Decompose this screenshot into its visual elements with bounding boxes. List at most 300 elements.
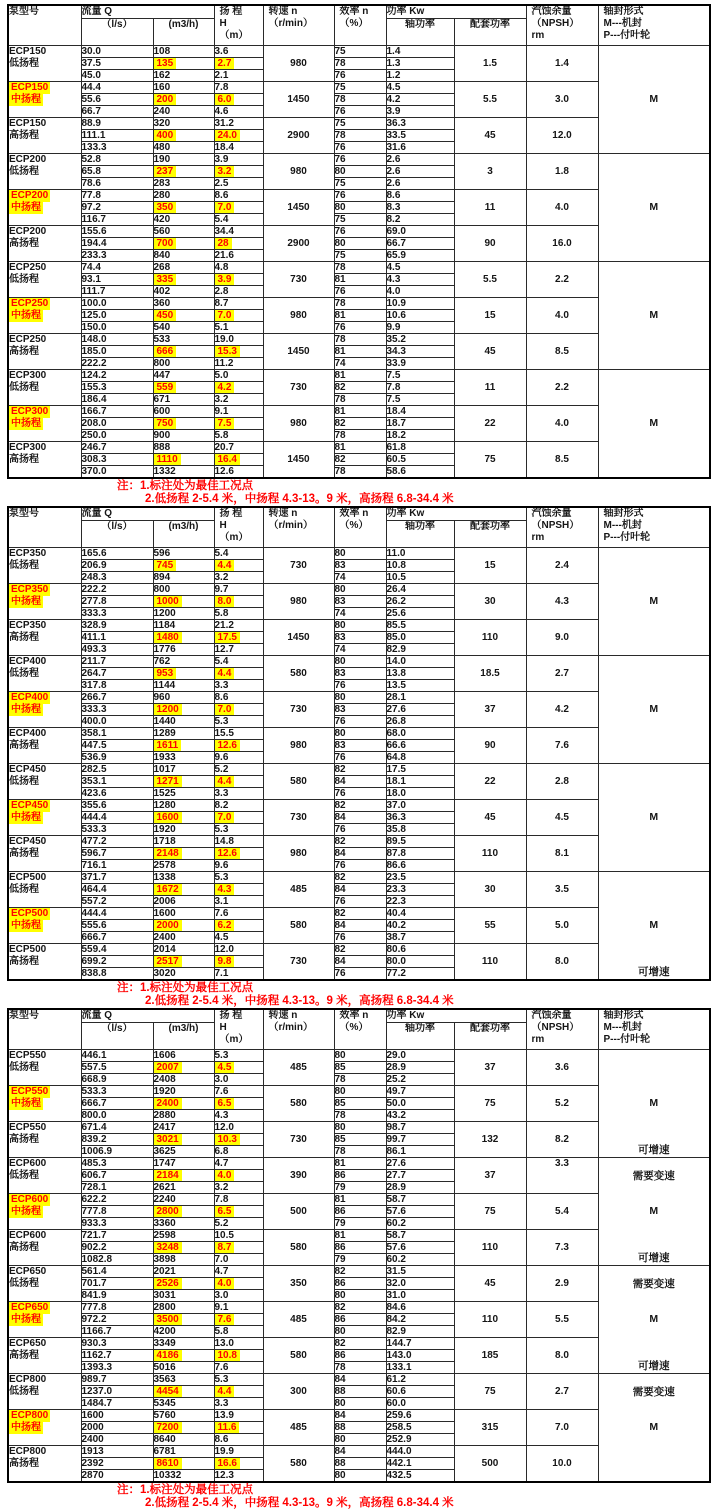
model-head-type bbox=[9, 238, 81, 250]
cell-head bbox=[214, 1386, 263, 1398]
cell-efficiency: 76 bbox=[334, 322, 386, 334]
cell-matched-power: 45 bbox=[454, 334, 526, 370]
cell-flow-ls: 933.3 bbox=[81, 1218, 153, 1230]
table-body bbox=[8, 548, 710, 981]
col-header-matched-power: 配套功率 bbox=[454, 1023, 526, 1050]
cell-flow-ls: 358.1 bbox=[81, 728, 153, 740]
cell-shaft-power: 252.9 bbox=[386, 1434, 454, 1446]
cell-efficiency: 81 bbox=[334, 310, 386, 322]
cell-speed: 300 bbox=[263, 1374, 334, 1410]
cell-efficiency: 82 bbox=[334, 454, 386, 466]
model-head-type bbox=[9, 1134, 81, 1146]
header-line: M---机封 bbox=[603, 520, 642, 531]
cell-speed: 730 bbox=[263, 1122, 334, 1158]
cell-shaft-power: 13.8 bbox=[386, 668, 454, 680]
cell-flow-ls: 777.8 bbox=[81, 1206, 153, 1218]
model-head-type bbox=[9, 58, 81, 70]
cell-flow-m3h-best-highlight: 2000 bbox=[154, 920, 182, 931]
cell-flow-ls: 989.7 bbox=[81, 1374, 153, 1386]
col-header-model: 泵型号 bbox=[8, 1009, 81, 1050]
cell-flow-m3h: 3563 bbox=[153, 1374, 214, 1386]
cell-speed: 980 bbox=[263, 406, 334, 442]
cell-efficiency: 86 bbox=[334, 1350, 386, 1362]
cell-shaft-power: 8.6 bbox=[386, 190, 454, 202]
model-name bbox=[9, 1446, 81, 1458]
model-name-text: ECP450 bbox=[9, 764, 47, 775]
cell-head: 34.4 bbox=[214, 226, 263, 238]
cell-efficiency: 86 bbox=[334, 1242, 386, 1254]
seal-label-bottom bbox=[599, 225, 710, 261]
seal-label-bottom bbox=[599, 333, 710, 369]
cell-flow-m3h bbox=[153, 596, 214, 608]
cell-head: 3.6 bbox=[214, 46, 263, 58]
cell-efficiency: 76 bbox=[334, 932, 386, 944]
model-head-type-text: 高扬程 bbox=[9, 956, 39, 967]
cell-model bbox=[8, 262, 81, 298]
cell-flow-m3h bbox=[153, 1458, 214, 1470]
cell-model bbox=[8, 764, 81, 800]
cell-speed: 485 bbox=[263, 1410, 334, 1446]
cell-npsh: 1.4 bbox=[526, 46, 598, 82]
note-line-1: 注：1.标注处为最佳工况点 bbox=[117, 1484, 254, 1496]
cell-model bbox=[8, 728, 81, 764]
cell-efficiency: 76 bbox=[334, 226, 386, 238]
cell-flow-m3h: 1184 bbox=[153, 620, 214, 632]
cell-flow-m3h: 2400 bbox=[153, 932, 214, 944]
model-head-type bbox=[9, 1458, 81, 1470]
cell-npsh: 7.3 bbox=[526, 1230, 598, 1266]
seal-label-top bbox=[599, 47, 710, 82]
model-name bbox=[9, 584, 81, 596]
cell-shaft-power: 1.3 bbox=[386, 58, 454, 70]
col-header-npsh bbox=[526, 1009, 598, 1050]
cell-flow-ls: 233.3 bbox=[81, 250, 153, 262]
header-line: 效率 n bbox=[339, 1010, 369, 1021]
cell-model bbox=[8, 298, 81, 334]
cell-model bbox=[8, 370, 81, 406]
seal-label-middle: M bbox=[649, 416, 659, 429]
cell-npsh: 2.2 bbox=[526, 262, 598, 298]
cell-shaft-power: 87.8 bbox=[386, 848, 454, 860]
cell-head bbox=[214, 704, 263, 716]
cell-model bbox=[8, 1230, 81, 1266]
cell-flow-ls: 55.6 bbox=[81, 94, 153, 106]
cell-flow-m3h-best-highlight: 953 bbox=[154, 668, 177, 679]
cell-shaft-power: 43.2 bbox=[386, 1110, 454, 1122]
cell-head bbox=[214, 1458, 263, 1470]
cell-model bbox=[8, 1266, 81, 1302]
cell-efficiency: 82 bbox=[334, 872, 386, 884]
table-body bbox=[8, 1050, 710, 1483]
col-header-shaft-power: 轴功率 bbox=[386, 521, 454, 548]
col-header-shaft-power: 轴功率 bbox=[386, 19, 454, 46]
cell-npsh: 3.6 bbox=[526, 1050, 598, 1086]
cell-flow-m3h-best-highlight: 2400 bbox=[154, 1098, 182, 1109]
cell-efficiency: 75 bbox=[334, 178, 386, 190]
cell-efficiency: 86 bbox=[334, 1206, 386, 1218]
cell-efficiency: 80 bbox=[334, 1398, 386, 1410]
cell-efficiency: 83 bbox=[334, 740, 386, 752]
model-head-type bbox=[9, 668, 81, 680]
cell-flow-ls: 606.7 bbox=[81, 1170, 153, 1182]
cell-head: 3.0 bbox=[214, 1074, 263, 1086]
model-name bbox=[9, 118, 81, 130]
seal-label-bottom bbox=[599, 441, 710, 477]
cell-flow-m3h: 3625 bbox=[153, 1146, 214, 1158]
col-header-flow-m3h: (m3/h) bbox=[153, 1023, 214, 1050]
cell-flow-ls: 111.1 bbox=[81, 130, 153, 142]
seal-wrap bbox=[599, 1375, 710, 1481]
pump-spec-table-container-3 bbox=[7, 1008, 714, 1483]
cell-flow-ls: 411.1 bbox=[81, 632, 153, 644]
cell-efficiency: 81 bbox=[334, 1194, 386, 1206]
cell-npsh: 5.4 bbox=[526, 1194, 598, 1230]
cell-flow-m3h: 1600 bbox=[153, 908, 214, 920]
cell-flow-m3h: 5760 bbox=[153, 1410, 214, 1422]
cell-flow-m3h: 3898 bbox=[153, 1254, 214, 1266]
cell-flow-m3h: 2598 bbox=[153, 1230, 214, 1242]
cell-matched-power: 90 bbox=[454, 226, 526, 262]
seal-label-bottom: 可增速 bbox=[638, 1143, 670, 1156]
cell-head: 12.7 bbox=[214, 644, 263, 656]
seal-label-top: 需要变速 bbox=[632, 1385, 675, 1398]
model-name-text: ECP500 bbox=[9, 872, 47, 883]
cell-flow-ls: 668.9 bbox=[81, 1074, 153, 1086]
model-name bbox=[9, 370, 81, 382]
model-name bbox=[9, 262, 81, 274]
cell-efficiency: 78 bbox=[334, 94, 386, 106]
cell-model bbox=[8, 800, 81, 836]
header-line: （m） bbox=[219, 532, 249, 543]
cell-shaft-power: 7.5 bbox=[386, 394, 454, 406]
cell-head: 21.6 bbox=[214, 250, 263, 262]
cell-flow-m3h bbox=[153, 668, 214, 680]
model-name bbox=[9, 1050, 81, 1062]
cell-flow-m3h-best-highlight: 2517 bbox=[154, 956, 182, 967]
cell-model bbox=[8, 118, 81, 154]
model-head-type bbox=[9, 884, 81, 896]
cell-efficiency: 74 bbox=[334, 572, 386, 584]
cell-shaft-power: 10.6 bbox=[386, 310, 454, 322]
cell-flow-m3h bbox=[153, 884, 214, 896]
cell-matched-power: 45 bbox=[454, 118, 526, 154]
cell-efficiency: 80 bbox=[334, 1326, 386, 1338]
cell-head-best-highlight: 7.0 bbox=[215, 812, 235, 823]
cell-shaft-power: 40.4 bbox=[386, 908, 454, 920]
cell-flow-m3h: 2880 bbox=[153, 1110, 214, 1122]
cell-matched-power: 15 bbox=[454, 298, 526, 334]
cell-efficiency: 78 bbox=[334, 466, 386, 479]
cell-head: 19.9 bbox=[214, 1446, 263, 1458]
model-name-text: ECP600 bbox=[9, 1230, 47, 1241]
header-line: H bbox=[219, 1022, 227, 1033]
model-head-type-text: 高扬程 bbox=[9, 848, 39, 859]
note-line-1: 注：1.标注处为最佳工况点 bbox=[117, 480, 254, 492]
cell-flow-ls: 1393.3 bbox=[81, 1362, 153, 1374]
model-name bbox=[9, 226, 81, 238]
model-name-text: ECP350 bbox=[9, 620, 47, 631]
cell-shaft-power: 26.8 bbox=[386, 716, 454, 728]
pump-spec-table-container-1 bbox=[7, 4, 714, 479]
model-name-text: ECP800 bbox=[11, 1410, 49, 1421]
cell-model bbox=[8, 908, 81, 944]
cell-flow-m3h-best-highlight: 1271 bbox=[154, 776, 182, 787]
cell-flow-m3h: 480 bbox=[153, 142, 214, 154]
cell-shaft-power: 18.7 bbox=[386, 418, 454, 430]
cell-flow-ls: 370.0 bbox=[81, 466, 153, 479]
cell-shaft-power: 2.6 bbox=[386, 154, 454, 166]
cell-head-best-highlight: 7.5 bbox=[215, 418, 235, 429]
cell-head: 5.4 bbox=[214, 214, 263, 226]
cell-head-best-highlight: 4.2 bbox=[215, 382, 235, 393]
col-header-speed bbox=[263, 507, 334, 548]
cell-flow-m3h-best-highlight: 450 bbox=[154, 310, 177, 321]
cell-flow-m3h: 600 bbox=[153, 406, 214, 418]
cell-flow-ls: 165.6 bbox=[81, 548, 153, 560]
seal-label-middle: M bbox=[649, 918, 659, 931]
cell-speed: 580 bbox=[263, 1446, 334, 1483]
cell-flow-ls: 222.2 bbox=[81, 584, 153, 596]
cell-flow-m3h: 2006 bbox=[153, 896, 214, 908]
cell-head bbox=[214, 1134, 263, 1146]
cell-matched-power: 500 bbox=[454, 1446, 526, 1483]
cell-efficiency: 83 bbox=[334, 560, 386, 572]
cell-matched-power: 315 bbox=[454, 1410, 526, 1446]
cell-efficiency: 84 bbox=[334, 776, 386, 788]
cell-efficiency: 81 bbox=[334, 370, 386, 382]
cell-head-best-highlight: 6.5 bbox=[215, 1098, 235, 1109]
model-name bbox=[9, 548, 81, 560]
cell-npsh: 8.5 bbox=[526, 334, 598, 370]
cell-flow-ls: 166.7 bbox=[81, 406, 153, 418]
cell-head-best-highlight: 16.4 bbox=[215, 454, 240, 465]
cell-head bbox=[214, 776, 263, 788]
seal-label-middle: M bbox=[649, 810, 659, 823]
pump-spec-table bbox=[7, 4, 711, 479]
model-head-type-text: 低扬程 bbox=[9, 274, 39, 285]
col-header-npsh bbox=[526, 5, 598, 46]
cell-flow-m3h: 1718 bbox=[153, 836, 214, 848]
cell-flow-ls: 37.5 bbox=[81, 58, 153, 70]
cell-flow-m3h: 2800 bbox=[153, 1302, 214, 1314]
cell-efficiency: 83 bbox=[334, 596, 386, 608]
cell-shaft-power: 4.5 bbox=[386, 262, 454, 274]
cell-efficiency: 80 bbox=[334, 1290, 386, 1302]
cell-shaft-power: 69.0 bbox=[386, 226, 454, 238]
cell-flow-ls: 671.4 bbox=[81, 1122, 153, 1134]
cell-efficiency: 80 bbox=[334, 1086, 386, 1098]
cell-shaft-power: 80.0 bbox=[386, 956, 454, 968]
cell-model bbox=[8, 656, 81, 692]
cell-head: 8.6 bbox=[214, 692, 263, 704]
model-head-type bbox=[9, 454, 81, 466]
model-name bbox=[9, 190, 81, 202]
cell-head-best-highlight: 4.4 bbox=[215, 560, 235, 571]
col-header-power: 功率 Kw bbox=[386, 507, 526, 521]
cell-efficiency: 88 bbox=[334, 1422, 386, 1434]
header-line: P---付叶轮 bbox=[603, 30, 651, 41]
header-line: 汽蚀余量 bbox=[531, 508, 572, 519]
cell-npsh: 8.0 bbox=[526, 1338, 598, 1374]
cell-flow-ls: 1237.0 bbox=[81, 1386, 153, 1398]
model-head-type-text: 低扬程 bbox=[9, 1278, 39, 1289]
cell-matched-power: 11 bbox=[454, 190, 526, 226]
cell-head: 5.4 bbox=[214, 548, 263, 560]
col-header-npsh bbox=[526, 507, 598, 548]
cell-efficiency: 82 bbox=[334, 764, 386, 776]
cell-efficiency: 88 bbox=[334, 1386, 386, 1398]
cell-head bbox=[214, 310, 263, 322]
seal-wrap bbox=[599, 47, 710, 153]
cell-shaft-power: 25.2 bbox=[386, 1074, 454, 1086]
cell-flow-ls: 622.2 bbox=[81, 1194, 153, 1206]
model-name bbox=[9, 46, 81, 58]
note-line-1: 注：1.标注处为最佳工况点 bbox=[117, 982, 254, 994]
cell-efficiency: 78 bbox=[334, 1074, 386, 1086]
cell-shaft-power: 50.0 bbox=[386, 1098, 454, 1110]
cell-head bbox=[214, 166, 263, 178]
model-head-type bbox=[9, 418, 81, 430]
cell-npsh: 8.1 bbox=[526, 836, 598, 872]
spec-table-section-1 bbox=[7, 4, 714, 506]
cell-shaft-power: 258.5 bbox=[386, 1422, 454, 1434]
cell-head-best-highlight: 10.8 bbox=[215, 1350, 240, 1361]
model-head-type-text: 高扬程 bbox=[9, 1458, 39, 1469]
model-name-text: ECP500 bbox=[11, 908, 49, 919]
seal-label-top bbox=[599, 873, 710, 908]
cell-efficiency: 75 bbox=[334, 46, 386, 58]
cell-flow-ls: 250.0 bbox=[81, 430, 153, 442]
table-header bbox=[8, 507, 710, 548]
model-head-type-text: 低扬程 bbox=[9, 1386, 39, 1397]
cell-flow-m3h bbox=[153, 274, 214, 286]
cell-npsh: 3.5 bbox=[526, 872, 598, 908]
table-row bbox=[8, 1158, 710, 1170]
cell-flow-ls: 246.7 bbox=[81, 442, 153, 454]
cell-flow-ls: 728.1 bbox=[81, 1182, 153, 1194]
cell-head: 5.8 bbox=[214, 608, 263, 620]
cell-head-best-highlight: 7.0 bbox=[215, 704, 235, 715]
cell-speed: 730 bbox=[263, 944, 334, 981]
col-header-matched-power: 配套功率 bbox=[454, 521, 526, 548]
cell-efficiency: 78 bbox=[334, 130, 386, 142]
cell-flow-m3h: 2578 bbox=[153, 860, 214, 872]
cell-flow-ls: 841.9 bbox=[81, 1290, 153, 1302]
cell-head-best-highlight: 9.8 bbox=[215, 956, 235, 967]
model-head-type-text: 中扬程 bbox=[11, 812, 41, 823]
cell-flow-ls: 2400 bbox=[81, 1434, 153, 1446]
cell-head: 5.3 bbox=[214, 1374, 263, 1386]
cell-speed: 580 bbox=[263, 1230, 334, 1266]
cell-head-best-highlight: 4.4 bbox=[215, 776, 235, 787]
cell-efficiency: 81 bbox=[334, 1158, 386, 1170]
cell-flow-m3h: 240 bbox=[153, 106, 214, 118]
cell-flow-ls: 1484.7 bbox=[81, 1398, 153, 1410]
cell-shaft-power: 18.0 bbox=[386, 788, 454, 800]
cell-head: 7.6 bbox=[214, 908, 263, 920]
cell-flow-ls: 701.7 bbox=[81, 1278, 153, 1290]
cell-shaft-power: 98.7 bbox=[386, 1122, 454, 1134]
cell-shaft-power: 66.7 bbox=[386, 238, 454, 250]
cell-efficiency: 75 bbox=[334, 82, 386, 94]
cell-head: 5.8 bbox=[214, 430, 263, 442]
cell-efficiency: 76 bbox=[334, 680, 386, 692]
cell-flow-m3h-best-highlight: 3500 bbox=[154, 1314, 182, 1325]
cell-shaft-power: 23.5 bbox=[386, 872, 454, 884]
cell-flow-m3h: 1747 bbox=[153, 1158, 214, 1170]
seal-wrap bbox=[599, 1051, 710, 1157]
cell-flow-m3h-best-highlight: 1600 bbox=[154, 812, 182, 823]
cell-head bbox=[214, 238, 263, 250]
cell-flow-m3h: 1606 bbox=[153, 1050, 214, 1062]
cell-flow-m3h: 1289 bbox=[153, 728, 214, 740]
model-name-text: ECP650 bbox=[9, 1266, 47, 1277]
cell-shaft-power: 259.6 bbox=[386, 1410, 454, 1422]
cell-shaft-power: 84.6 bbox=[386, 1302, 454, 1314]
model-name bbox=[9, 1266, 81, 1278]
cell-shaft-power: 36.3 bbox=[386, 812, 454, 824]
seal-label-middle: M bbox=[649, 1096, 659, 1109]
cell-matched-power: 45 bbox=[454, 800, 526, 836]
model-head-type bbox=[9, 1350, 81, 1362]
cell-shaft-power: 22.3 bbox=[386, 896, 454, 908]
cell-speed: 500 bbox=[263, 1194, 334, 1230]
seal-wrap bbox=[599, 657, 710, 763]
cell-head-best-highlight: 6.2 bbox=[215, 920, 235, 931]
header-line: （m） bbox=[219, 1034, 249, 1045]
model-name-text: ECP550 bbox=[11, 1086, 49, 1097]
seal-label-top bbox=[599, 371, 710, 406]
cell-shaft-power: 31.5 bbox=[386, 1266, 454, 1278]
cell-flow-m3h-best-highlight: 350 bbox=[154, 202, 177, 213]
cell-shaft-power: 26.2 bbox=[386, 596, 454, 608]
cell-flow-ls: 66.7 bbox=[81, 106, 153, 118]
cell-efficiency: 80 bbox=[334, 1470, 386, 1483]
cell-flow-ls: 838.8 bbox=[81, 968, 153, 981]
cell-shaft-power: 61.2 bbox=[386, 1374, 454, 1386]
cell-flow-m3h: 8640 bbox=[153, 1434, 214, 1446]
cell-shaft-power: 37.0 bbox=[386, 800, 454, 812]
col-header-power: 功率 Kw bbox=[386, 1009, 526, 1023]
model-name-text: ECP150 bbox=[11, 82, 49, 93]
cell-flow-ls: 333.3 bbox=[81, 704, 153, 716]
cell-flow-ls: 44.4 bbox=[81, 82, 153, 94]
header-line: （%） bbox=[339, 1022, 369, 1033]
cell-efficiency: 74 bbox=[334, 358, 386, 370]
cell-efficiency: 78 bbox=[334, 1146, 386, 1158]
model-name-text: ECP600 bbox=[11, 1194, 49, 1205]
cell-shaft-power: 2.6 bbox=[386, 178, 454, 190]
cell-shaft-power: 143.0 bbox=[386, 1350, 454, 1362]
cell-efficiency: 75 bbox=[334, 118, 386, 130]
cell-flow-ls: 52.8 bbox=[81, 154, 153, 166]
cell-shaft-power: 432.5 bbox=[386, 1470, 454, 1483]
cell-matched-power: 110 bbox=[454, 1230, 526, 1266]
header-row-1 bbox=[8, 507, 710, 521]
cell-head: 3.2 bbox=[214, 1182, 263, 1194]
cell-flow-m3h: 1920 bbox=[153, 1086, 214, 1098]
cell-flow-m3h-best-highlight: 1611 bbox=[154, 740, 182, 751]
cell-flow-m3h: 1280 bbox=[153, 800, 214, 812]
cell-head-best-highlight: 6.5 bbox=[215, 1206, 235, 1217]
model-name-text: ECP300 bbox=[9, 370, 47, 381]
cell-speed: 980 bbox=[263, 584, 334, 620]
cell-head: 5.8 bbox=[214, 1326, 263, 1338]
cell-efficiency: 75 bbox=[334, 214, 386, 226]
cell-flow-m3h bbox=[153, 1206, 214, 1218]
cell-flow-m3h: 402 bbox=[153, 286, 214, 298]
cell-flow-m3h: 280 bbox=[153, 190, 214, 202]
